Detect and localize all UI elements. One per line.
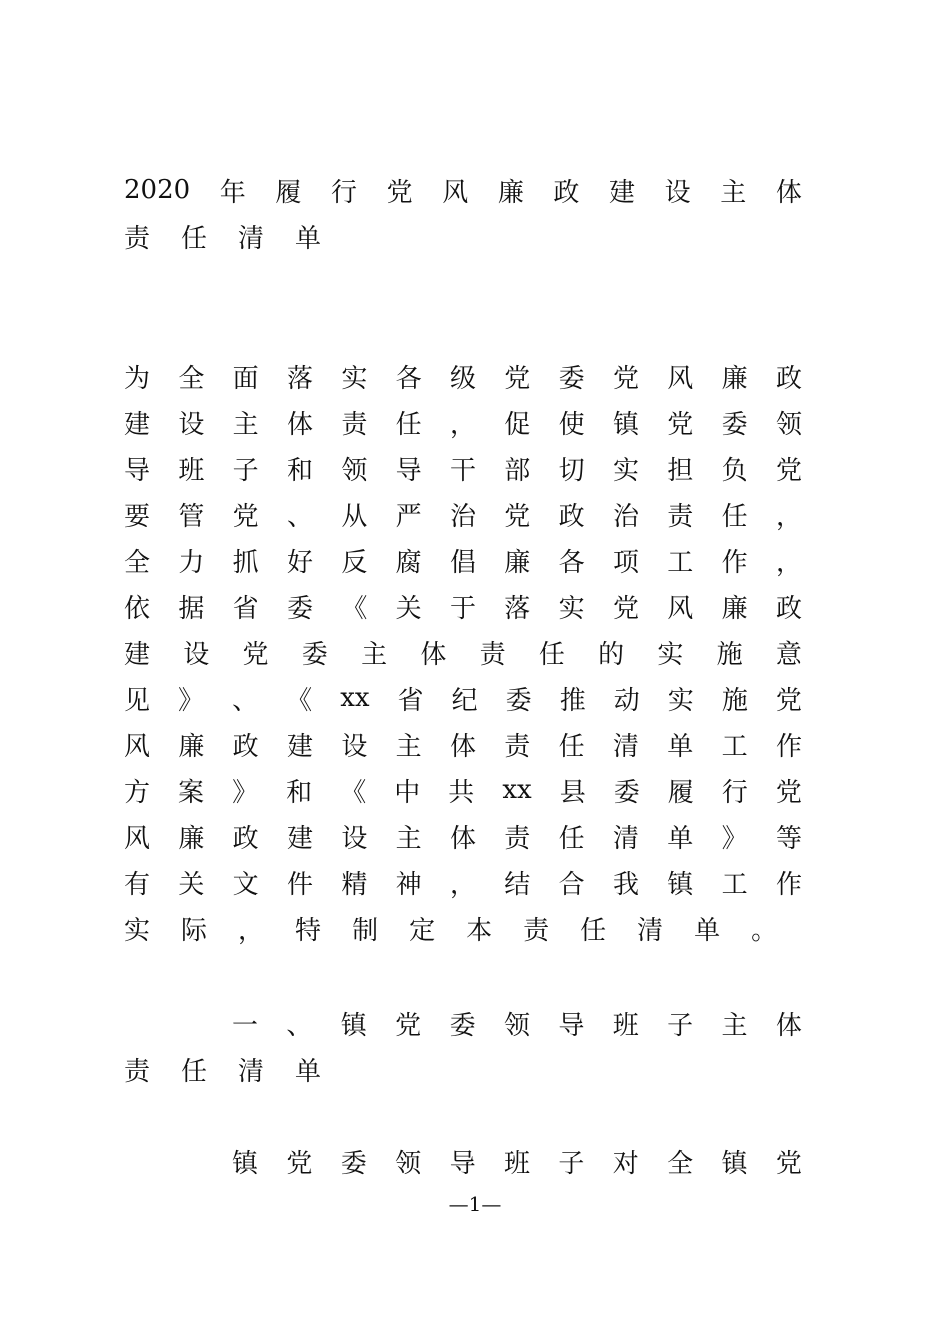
text-char: 面 xyxy=(232,363,259,394)
text-char: 清 xyxy=(637,915,664,946)
text-char: 政 xyxy=(232,731,259,762)
text-char: 推 xyxy=(559,685,586,716)
text-char: 行 xyxy=(330,177,357,208)
text-char: 委 xyxy=(505,685,532,716)
text-char: xx xyxy=(340,683,370,713)
text-char: 反 xyxy=(341,547,368,578)
text-char: 责 xyxy=(124,1056,151,1087)
text-char: 风 xyxy=(124,823,151,854)
text-char: 廉 xyxy=(721,593,748,624)
text-char: 主 xyxy=(721,1010,748,1041)
text-char: 关 xyxy=(395,593,422,624)
text-char: 设 xyxy=(178,409,205,440)
text-line xyxy=(124,1000,802,1046)
text-char: 镇 xyxy=(612,409,639,440)
text-char: 领 xyxy=(503,1010,530,1041)
text-char: 风 xyxy=(667,593,694,624)
text-char: 委 xyxy=(286,593,313,624)
text-char: 有 xyxy=(124,869,151,900)
text-char: 共 xyxy=(448,777,475,808)
text-char: 体 xyxy=(420,639,447,670)
text-char: 工 xyxy=(667,547,694,578)
text-char: 委 xyxy=(340,1148,367,1179)
text-char: 责 xyxy=(341,409,368,440)
text-char: 工 xyxy=(721,869,748,900)
text-char: 廉 xyxy=(178,823,205,854)
text-char: 设 xyxy=(183,639,210,670)
text-line xyxy=(124,1046,802,1092)
text-line xyxy=(124,813,802,859)
text-char: 作 xyxy=(721,547,748,578)
text-char: 担 xyxy=(667,455,694,486)
text-char: 建 xyxy=(124,639,151,670)
text-char: 项 xyxy=(612,547,639,578)
text-char: 子 xyxy=(232,455,259,486)
text-char: 各 xyxy=(558,547,585,578)
text-char: 任 xyxy=(558,731,585,762)
text-char: 任 xyxy=(538,639,565,670)
text-char: 全 xyxy=(178,363,205,394)
text-char: 党 xyxy=(504,501,531,532)
text-char: 廉 xyxy=(504,547,531,578)
text-char: 子 xyxy=(558,1148,585,1179)
text-char: 单 xyxy=(694,915,721,946)
text-char: 体 xyxy=(449,823,476,854)
text-char: 一 xyxy=(232,1010,259,1041)
text-line xyxy=(124,859,802,905)
text-line xyxy=(124,905,802,951)
text-char: 镇 xyxy=(667,869,694,900)
text-char: 实 xyxy=(558,593,585,624)
text-char: 严 xyxy=(395,501,422,532)
text-line xyxy=(124,583,802,629)
text-char: 党 xyxy=(395,1010,422,1041)
text-char: 》 xyxy=(178,685,205,716)
text-char: 关 xyxy=(178,869,205,900)
text-char: 主 xyxy=(720,177,747,208)
text-line xyxy=(124,1138,802,1184)
text-char: 单 xyxy=(295,223,322,254)
text-char: 政 xyxy=(232,823,259,854)
text-char: 落 xyxy=(286,363,313,394)
text-char: 和 xyxy=(286,777,313,808)
text-char: 为 xyxy=(124,363,151,394)
text-char: 腐 xyxy=(395,547,422,578)
text-char: 》 xyxy=(232,777,259,808)
text-char: 清 xyxy=(612,823,639,854)
text-char: 建 xyxy=(124,409,151,440)
text-char: 《 xyxy=(341,593,368,624)
text-char: 风 xyxy=(124,731,151,762)
text-char: 于 xyxy=(449,593,476,624)
text-char: 使 xyxy=(558,409,585,440)
intro-paragraph xyxy=(124,353,802,951)
text-char: 切 xyxy=(558,455,585,486)
text-char: 党 xyxy=(775,455,802,486)
text-char: 政 xyxy=(553,177,580,208)
text-char: 全 xyxy=(124,547,151,578)
text-char: 党 xyxy=(386,177,413,208)
section-1-paragraph xyxy=(124,1138,802,1184)
text-char: 委 xyxy=(301,639,328,670)
text-char: 。 xyxy=(751,915,778,946)
text-char: 纪 xyxy=(451,685,478,716)
text-char: 清 xyxy=(612,731,639,762)
text-char: 治 xyxy=(449,501,476,532)
text-char: 镇 xyxy=(721,1148,748,1179)
text-char: 《 xyxy=(340,777,367,808)
text-char: ， xyxy=(238,915,265,946)
text-line xyxy=(124,721,802,767)
text-line xyxy=(124,537,802,583)
text-char: 省 xyxy=(232,593,259,624)
text-char: 落 xyxy=(504,593,531,624)
text-char: 单 xyxy=(667,823,694,854)
text-char: 、 xyxy=(286,501,313,532)
text-char: 班 xyxy=(503,1148,530,1179)
text-char: 特 xyxy=(295,915,322,946)
text-line xyxy=(124,491,802,537)
text-char: 定 xyxy=(409,915,436,946)
text-char: 清 xyxy=(238,223,265,254)
text-char: 施 xyxy=(716,639,743,670)
text-char: 我 xyxy=(612,869,639,900)
text-char: 体 xyxy=(286,409,313,440)
text-char: 廉 xyxy=(178,731,205,762)
text-char: 任 xyxy=(721,501,748,532)
text-char: 等 xyxy=(775,823,802,854)
text-char: 方 xyxy=(124,777,151,808)
text-char: 责 xyxy=(504,823,531,854)
text-char: 委 xyxy=(558,363,585,394)
text-char: 设 xyxy=(341,823,368,854)
text-char: 见 xyxy=(124,685,151,716)
text-char: 镇 xyxy=(232,1148,259,1179)
text-char: 实 xyxy=(124,915,151,946)
text-char: ， xyxy=(775,501,802,532)
text-char: 意 xyxy=(775,639,802,670)
text-char: 合 xyxy=(558,869,585,900)
text-char: 对 xyxy=(612,1148,639,1179)
text-char: 主 xyxy=(232,409,259,440)
text-char: ， xyxy=(449,409,476,440)
text-char: 实 xyxy=(612,455,639,486)
text-char: 作 xyxy=(775,731,802,762)
text-char: 廉 xyxy=(721,363,748,394)
text-char: 履 xyxy=(667,777,694,808)
text-char: 和 xyxy=(286,455,313,486)
text-char: 党 xyxy=(504,363,531,394)
text-char: 治 xyxy=(612,501,639,532)
text-char: 政 xyxy=(775,593,802,624)
text-char: 主 xyxy=(395,731,422,762)
page-number: —1— xyxy=(448,1192,502,1216)
text-char: 据 xyxy=(178,593,205,624)
text-char: 抓 xyxy=(232,547,259,578)
text-char: 行 xyxy=(721,777,748,808)
text-char: 履 xyxy=(275,177,302,208)
text-char: 本 xyxy=(466,915,493,946)
text-char: xx xyxy=(502,775,532,805)
text-char: 委 xyxy=(721,409,748,440)
text-char: 设 xyxy=(664,177,691,208)
text-char: ， xyxy=(775,547,802,578)
text-char: 任 xyxy=(181,1056,208,1087)
text-char: 干 xyxy=(449,455,476,486)
text-char: 《 xyxy=(286,685,313,716)
text-char: 政 xyxy=(558,501,585,532)
text-char: 2020 xyxy=(124,175,191,205)
text-char: 年 xyxy=(219,177,246,208)
text-char: 廉 xyxy=(497,177,524,208)
text-char: 体 xyxy=(449,731,476,762)
text-char: 、 xyxy=(232,685,259,716)
text-char: 结 xyxy=(504,869,531,900)
text-char: 文 xyxy=(232,869,259,900)
text-char: 工 xyxy=(721,731,748,762)
text-char: 建 xyxy=(286,731,313,762)
text-char: 委 xyxy=(613,777,640,808)
text-char: 全 xyxy=(667,1148,694,1179)
text-char: 、 xyxy=(286,1010,313,1041)
text-char: 级 xyxy=(449,363,476,394)
text-char: 管 xyxy=(178,501,205,532)
text-char: 班 xyxy=(178,455,205,486)
text-char: 领 xyxy=(395,1148,422,1179)
text-line xyxy=(124,399,802,445)
text-char: 责 xyxy=(479,639,506,670)
text-char: 党 xyxy=(667,409,694,440)
text-char: 党 xyxy=(775,685,802,716)
document-title xyxy=(124,167,802,259)
text-char: 施 xyxy=(721,685,748,716)
text-char: 子 xyxy=(667,1010,694,1041)
text-char: 县 xyxy=(559,777,586,808)
text-char: 镇 xyxy=(340,1010,367,1041)
text-char: 建 xyxy=(286,823,313,854)
text-char: 》 xyxy=(721,823,748,854)
text-char: ， xyxy=(449,869,476,900)
text-char: 设 xyxy=(341,731,368,762)
text-char: 任 xyxy=(580,915,607,946)
text-line xyxy=(124,675,802,721)
text-char: 中 xyxy=(394,777,421,808)
text-char: 导 xyxy=(449,1148,476,1179)
text-line xyxy=(124,353,802,399)
text-line xyxy=(124,767,802,813)
text-char: 建 xyxy=(609,177,636,208)
text-char: 好 xyxy=(286,547,313,578)
text-char: 政 xyxy=(775,363,802,394)
text-char: 导 xyxy=(395,455,422,486)
text-char: 神 xyxy=(395,869,422,900)
text-char: 领 xyxy=(775,409,802,440)
text-char: 动 xyxy=(613,685,640,716)
text-char: 省 xyxy=(397,685,424,716)
text-char: 领 xyxy=(341,455,368,486)
text-char: 任 xyxy=(558,823,585,854)
text-char: 的 xyxy=(598,639,625,670)
text-char: 促 xyxy=(504,409,531,440)
text-char: 党 xyxy=(775,1148,802,1179)
text-char: 任 xyxy=(395,409,422,440)
text-char: 体 xyxy=(775,177,802,208)
text-char: 依 xyxy=(124,593,151,624)
text-char: 单 xyxy=(667,731,694,762)
text-char: 主 xyxy=(361,639,388,670)
text-char: 责 xyxy=(667,501,694,532)
text-line xyxy=(124,445,802,491)
text-char: 倡 xyxy=(449,547,476,578)
text-char: 作 xyxy=(775,869,802,900)
text-char: 党 xyxy=(242,639,269,670)
text-char: 清 xyxy=(238,1056,265,1087)
text-char: 任 xyxy=(181,223,208,254)
text-char: 际 xyxy=(181,915,208,946)
text-line xyxy=(124,629,802,675)
text-char: 风 xyxy=(667,363,694,394)
text-char: 件 xyxy=(286,869,313,900)
text-char: 实 xyxy=(341,363,368,394)
text-char: 党 xyxy=(232,501,259,532)
text-char: 实 xyxy=(667,685,694,716)
text-char: 案 xyxy=(178,777,205,808)
text-char: 班 xyxy=(612,1010,639,1041)
text-char: 从 xyxy=(341,501,368,532)
text-char: 导 xyxy=(558,1010,585,1041)
text-char: 党 xyxy=(775,777,802,808)
text-char: 体 xyxy=(775,1010,802,1041)
text-char: 导 xyxy=(124,455,151,486)
text-char: 各 xyxy=(395,363,422,394)
section-heading-1 xyxy=(124,1000,802,1092)
text-char: 实 xyxy=(657,639,684,670)
text-char: 责 xyxy=(504,731,531,762)
text-char: 责 xyxy=(124,223,151,254)
text-char: 风 xyxy=(442,177,469,208)
text-line xyxy=(124,213,802,259)
text-char: 委 xyxy=(449,1010,476,1041)
text-char: 责 xyxy=(523,915,550,946)
text-char: 要 xyxy=(124,501,151,532)
text-char: 党 xyxy=(286,1148,313,1179)
text-char: 精 xyxy=(341,869,368,900)
text-line xyxy=(124,167,802,213)
text-char: 部 xyxy=(504,455,531,486)
text-char: 负 xyxy=(721,455,748,486)
text-char: 党 xyxy=(612,363,639,394)
text-char: 制 xyxy=(352,915,379,946)
text-char: 党 xyxy=(612,593,639,624)
text-char: 主 xyxy=(395,823,422,854)
text-char: 单 xyxy=(295,1056,322,1087)
text-char: 力 xyxy=(178,547,205,578)
